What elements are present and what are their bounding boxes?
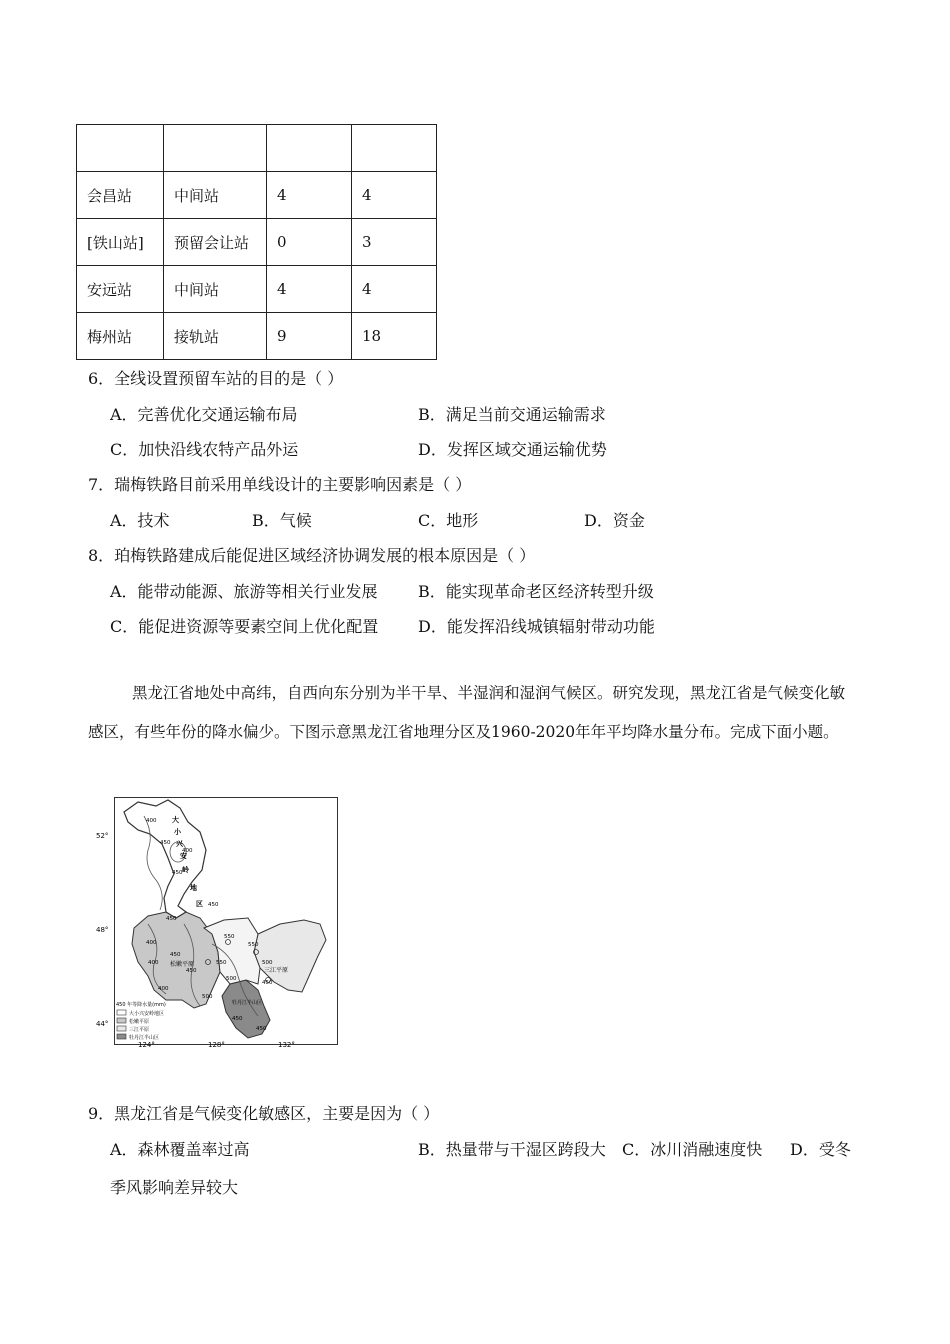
question-6-option-c[interactable]: C．加快沿线农特产品外运	[110, 440, 299, 459]
region-char: 岭	[182, 866, 189, 874]
xingan-region	[124, 800, 206, 918]
legend-item: 牡丹江半山区	[129, 1035, 160, 1041]
isohyet-value: 450	[262, 980, 273, 986]
table-cell	[164, 125, 267, 172]
region-char: 区	[196, 900, 203, 908]
question-7-option-a[interactable]: A．技术	[110, 511, 170, 530]
map-svg	[96, 794, 338, 1049]
table-cell	[77, 125, 164, 172]
reading-passage	[88, 674, 858, 752]
table-cell: 0	[267, 219, 352, 266]
question-7-option-d[interactable]: D．资金	[584, 511, 645, 530]
table-cell: 中间站	[164, 266, 267, 313]
isohyet-value: 450	[232, 1016, 243, 1022]
isohyet-value: 400	[182, 848, 193, 854]
region-label-mudanjiang: 牡丹江半山区	[232, 1000, 263, 1006]
legend-swatch	[117, 1026, 126, 1031]
isohyet-value: 400	[158, 986, 169, 992]
question-9-option-d[interactable]: D．受冬	[790, 1140, 851, 1159]
legend-swatch	[117, 1018, 126, 1023]
table-row	[77, 172, 437, 219]
table-row	[77, 125, 437, 172]
lon-label: 128°	[208, 1041, 225, 1049]
region-char: 兴	[176, 840, 183, 848]
region-char: 小	[174, 828, 181, 836]
table-cell: 安远站	[77, 266, 164, 313]
lat-label: 52°	[96, 832, 109, 840]
legend-swatch	[117, 1010, 126, 1015]
region-char: 安	[180, 852, 187, 860]
isohyet-value: 450	[186, 968, 197, 974]
table-row	[77, 266, 437, 313]
lon-label: 124°	[138, 1041, 155, 1049]
question-7-stem: 7．瑞梅铁路目前采用单线设计的主要影响因素是（ ）	[88, 475, 472, 494]
lat-label: 48°	[96, 926, 109, 934]
table-cell: 4	[267, 172, 352, 219]
isohyet-value: 550	[216, 960, 227, 966]
question-8-option-d[interactable]: D．能发挥沿线城镇辐射带动功能	[418, 617, 655, 636]
lon-label: 132°	[278, 1041, 295, 1049]
legend-item: 三江平原	[129, 1027, 150, 1033]
legend-isohyet-label: 450 年等降水量(mm)	[116, 1002, 166, 1008]
isohyet-value: 450	[170, 952, 181, 958]
isohyet-value: 550	[224, 934, 235, 940]
table-cell: 梅州站	[77, 313, 164, 360]
region-label-sanjiang: 三江平原	[264, 967, 289, 974]
isohyet-value: 450	[160, 840, 171, 846]
question-7-option-b[interactable]: B．气候	[252, 511, 312, 530]
region-char: 大	[172, 816, 179, 824]
question-9-option-d-continued: 季风影响差异较大	[110, 1178, 239, 1197]
legend-item: 松嫩平原	[129, 1019, 150, 1025]
isohyet-value: 400	[148, 960, 159, 966]
isohyet-value: 450	[208, 902, 219, 908]
legend-item: 大小兴安岭地区	[129, 1011, 165, 1017]
question-9-option-b[interactable]: B．热量带与干湿区跨段大	[418, 1140, 606, 1159]
table-cell: 预留会让站	[164, 219, 267, 266]
table-cell: 4	[267, 266, 352, 313]
isohyet-value: 500	[262, 960, 273, 966]
map-legend	[116, 1001, 166, 1041]
table-cell: 4	[352, 266, 437, 313]
table-cell	[267, 125, 352, 172]
station-table	[76, 124, 437, 360]
table-row	[77, 313, 437, 360]
heilongjiang-precipitation-map	[96, 794, 338, 1049]
question-6-option-d[interactable]: D．发挥区域交通运输优势	[418, 440, 607, 459]
isohyet-value: 500	[202, 994, 213, 1000]
question-8-option-a[interactable]: A．能带动能源、旅游等相关行业发展	[110, 582, 378, 601]
legend-swatch	[117, 1034, 126, 1039]
question-9-stem: 9．黑龙江省是气候变化敏感区，主要是因为（ ）	[88, 1104, 440, 1123]
isohyet-value: 450	[256, 1026, 267, 1032]
question-9-option-a[interactable]: A．森林覆盖率过高	[110, 1140, 250, 1159]
question-9-option-c[interactable]: C．冰川消融速度快	[622, 1140, 763, 1159]
region-char: 地	[190, 884, 197, 892]
question-6-option-a[interactable]: A．完善优化交通运输布局	[110, 405, 298, 424]
table-cell: 4	[352, 172, 437, 219]
region-label-songnen: 松嫩平原	[170, 961, 195, 968]
isohyet-value: 450	[166, 916, 177, 922]
table-cell: 3	[352, 219, 437, 266]
isohyet-value: 400	[146, 940, 157, 946]
isohyet-value: 450	[172, 870, 183, 876]
question-7-option-c[interactable]: C．地形	[418, 511, 479, 530]
question-6-stem: 6．全线设置预留车站的目的是（ ）	[88, 369, 344, 388]
lat-label: 44°	[96, 1020, 109, 1028]
question-6-option-b[interactable]: B．满足当前交通运输需求	[418, 405, 606, 424]
isohyet-value: 500	[226, 976, 237, 982]
table-cell: 9	[267, 313, 352, 360]
table-cell: 18	[352, 313, 437, 360]
isohyet-value: 400	[146, 818, 157, 824]
question-8-option-c[interactable]: C．能促进资源等要素空间上优化配置	[110, 617, 379, 636]
passage-text: 黑龙江省地处中高纬，自西向东分别为半干旱、半湿润和湿润气候区。研究发现，黑龙江省是气候变化敏感区，有些年份的降水偏少。下图示意黑龙江省地理分区及1960-2020年年平均降水量分布。完成下面小题。	[88, 684, 846, 741]
isohyet-value: 550	[248, 942, 259, 948]
table-cell: 中间站	[164, 172, 267, 219]
table-cell	[352, 125, 437, 172]
table-cell: [铁山站]	[77, 219, 164, 266]
question-8-option-b[interactable]: B．能实现革命老区经济转型升级	[418, 582, 654, 601]
table-cell: 会昌站	[77, 172, 164, 219]
table-cell: 接轨站	[164, 313, 267, 360]
question-8-stem: 8．珀梅铁路建成后能促进区域经济协调发展的根本原因是（ ）	[88, 546, 536, 565]
table-row	[77, 219, 437, 266]
